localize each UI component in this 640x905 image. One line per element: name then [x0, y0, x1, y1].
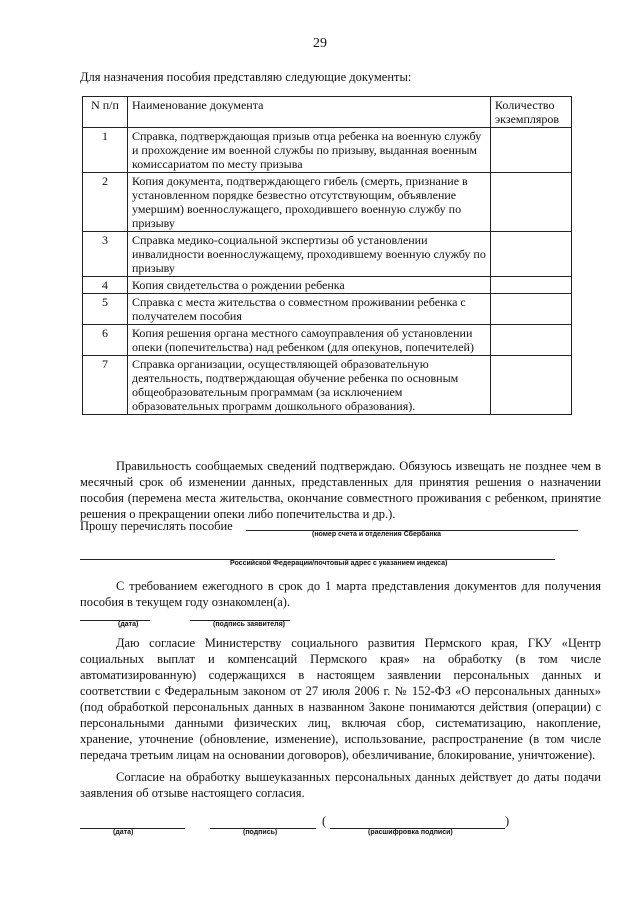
row-number: 1 — [83, 128, 128, 173]
row-copies — [491, 173, 572, 232]
table-row — [83, 356, 572, 415]
consent-paragraph: Даю согласие Министерству социального развития Пермского края, ГКУ «Центр социальных выплат и компенсаций Пермского края» на обработку (в том числе автоматизированную) содержащихся в настоящем заявлении персональных данных и соответствии с Федеральным законом от 27 июля 2006 г. № 152-ФЗ «О персональных данных» (под обработкой персональных данных в названном Законе понимаются действия (операции) с персональными данными физических лиц, включая сбор, систематизацию, накопление, хранение, уточнение (обновление, изменение), использование, распространение (в том числе передача третьим лицам на основании договоров), обезличивание, блокирование, уничтожение). — [80, 636, 601, 762]
row-copies — [491, 232, 572, 277]
row-copies — [491, 128, 572, 173]
row-copies — [491, 277, 572, 294]
confirm-paragraph: Правильность сообщаемых сведений подтверждаю. Обязуюсь извещать не позднее чем в месячный срок об изменении данных, представленных для принятия решения о назначении пособия (перемена места жительства, окончание совместного проживания с ребенком, принятие решения о прекращении опеки либо попечительства и др.). — [80, 459, 601, 521]
row-copies — [491, 356, 572, 415]
table-row — [83, 173, 572, 232]
header-document-name: Наименование документа — [128, 97, 491, 128]
row-document-name: Справка организации, осуществляющей образовательную деятельность, подтверждающая обучение ребенка по основным общеобразовательным программам (за исключением образовательных программ дошкольного образования). — [128, 356, 491, 415]
row-copies — [491, 325, 572, 356]
row-document-name: Копия документа, подтверждающего гибель (смерть, признание в установленном порядке безвестно отсутствующим, объявление умершим) военнослужащего, проходившего военную службу по призыву — [128, 173, 491, 232]
validity-paragraph: Согласие на обработку вышеуказанных персональных данных действует до даты подачи заявления об отзыве настоящего согласия. — [80, 770, 601, 800]
caption-address: Российской Федерации/почтовый адрес с указанием индекса) — [230, 560, 448, 567]
caption-sign: (подпись) — [243, 829, 278, 836]
paren-close: ) — [505, 814, 510, 828]
transfer-label: Прошу перечислять пособие — [80, 519, 233, 533]
date-line-1 — [80, 620, 150, 621]
row-document-name: Справка с места жительства о совместном проживании ребенка с получателем пособия — [128, 294, 491, 325]
row-number: 6 — [83, 325, 128, 356]
row-number: 2 — [83, 173, 128, 232]
row-document-name: Копия свидетельства о рождении ребенка — [128, 277, 491, 294]
row-number: 4 — [83, 277, 128, 294]
annual-paragraph: С требованием ежегодного в срок до 1 марта представления документов для получения пособия в текущем году ознакомлен(а). — [80, 579, 601, 609]
paren-open: ( — [322, 814, 327, 828]
row-number: 5 — [83, 294, 128, 325]
row-document-name: Копия решения органа местного самоуправления об установлении опеки (попечительства) над ребенком (для опекунов, попечителей) — [128, 325, 491, 356]
table-row — [83, 232, 572, 277]
row-document-name: Справка медико-социальной экспертизы об установлении инвалидности военнослужащему, проходившему военную службу по призыву — [128, 232, 491, 277]
intro-text: Для назначения пособия представляю следующие документы: — [80, 70, 412, 84]
caption-decode: (расшифровка подписи) — [368, 829, 453, 836]
caption-date-1: (дата) — [118, 621, 139, 628]
caption-account: (номер счета и отделения Сбербанка — [312, 531, 442, 538]
table-header-row — [83, 97, 572, 128]
header-copies: Количество экземпляров — [491, 97, 572, 128]
table-row — [83, 325, 572, 356]
header-number: N п/п — [83, 97, 128, 128]
page-number: 29 — [313, 36, 327, 51]
caption-applicant-sign: (подпись заявителя) — [213, 621, 286, 628]
table-row — [83, 128, 572, 173]
table-row — [83, 294, 572, 325]
row-number: 3 — [83, 232, 128, 277]
documents-table — [82, 96, 572, 415]
row-number: 7 — [83, 356, 128, 415]
caption-date-2: (дата) — [113, 829, 134, 836]
row-document-name: Справка, подтверждающая призыв отца ребенка на военную службу и прохождение им военной службы по призыву, выданная военным комиссариатом по месту призыва — [128, 128, 491, 173]
row-copies — [491, 294, 572, 325]
table-row — [83, 277, 572, 294]
